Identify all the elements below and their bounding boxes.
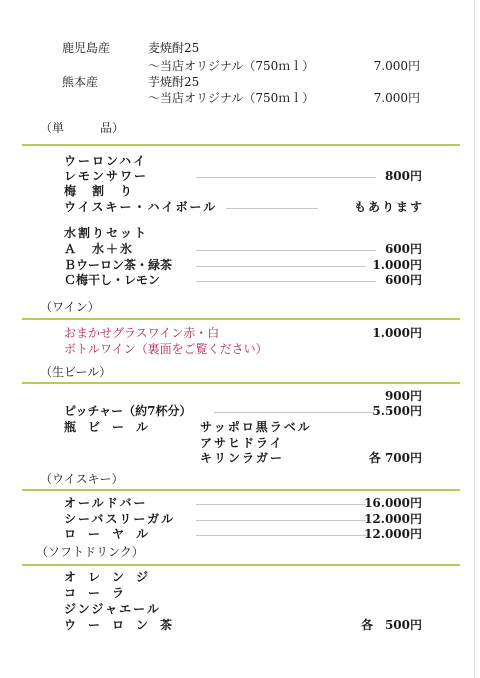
beer-brand-sapporo: サッポロ黒ラベル (200, 420, 312, 434)
menu-item-old-parr: オールドバー (64, 496, 148, 510)
menu-item-bottle-beer: 瓶 ビ ー ル (64, 420, 149, 434)
shochu-desc-1: ～当店オリジナル（750ｍｌ） (148, 59, 315, 73)
note-highball-available: もあります (353, 200, 424, 214)
beer-brand-kirin: キリンラガー (200, 451, 285, 465)
leader-line (196, 266, 366, 267)
menu-item-pitcher: ピッチャー（約7杯分） (64, 404, 192, 418)
price-draft-beer: 900円 (384, 389, 422, 403)
section-divider (22, 318, 460, 320)
section-title-tanpin: （単 品） (40, 121, 125, 135)
leader-line (196, 504, 366, 505)
leader-line (214, 412, 374, 413)
section-title-soft-drinks: （ソフトドリンク） (36, 545, 144, 559)
leader-line (196, 535, 366, 536)
price-mizuwari-c: 600円 (384, 273, 422, 287)
menu-item-mizuwari-b: Ｂウーロン茶・緑茶 (64, 258, 173, 272)
section-divider (22, 144, 460, 146)
menu-item-orange: オ レ ン ジ (64, 570, 149, 584)
menu-item-lemon-sour: レモンサワー (64, 169, 149, 183)
section-title-beer: （生ビール） (40, 365, 112, 379)
page-edge (474, 0, 475, 678)
shochu-desc-2: ～当店オリジナル（750ｍｌ） (148, 91, 315, 105)
leader-line (196, 520, 366, 521)
section-title-wine: （ワイン） (40, 300, 100, 314)
shochu-price-1: 7.000円 (373, 59, 420, 73)
menu-item-chivas: シーバスリーガル (64, 512, 176, 526)
menu-item-mizuwari-a: Ａ 水＋氷 (64, 242, 135, 256)
price-soft-drinks: 各 500円 (360, 618, 422, 632)
menu-item-highball: ウイスキー・ハイボール (64, 200, 218, 214)
price-royal: 12.000円 (364, 527, 422, 541)
price-old-parr: 16.000円 (364, 496, 422, 510)
menu-item-ginger-ale: ジンジャエール (64, 602, 161, 616)
menu-item-oolong-tea: ウ ー ロ ン 茶 (64, 618, 173, 632)
mizuwari-title: 水割りセット (64, 226, 149, 240)
price-chivas: 12.000円 (364, 512, 422, 526)
price-beer-brands: 各 700円 (368, 451, 422, 465)
leader-line (196, 250, 376, 251)
price-glass-wine: 1.000円 (372, 326, 422, 340)
menu-item-mizuwari-c: Ｃ梅干し・レモン (64, 273, 161, 287)
leader-line (196, 177, 376, 178)
shochu-name-1: 麦焼酎25 (148, 41, 200, 55)
price-pitcher: 5.500円 (372, 404, 422, 418)
shochu-name-2: 芋焼酎25 (148, 75, 200, 89)
menu-item-bottle-wine: ボトルワイン（裏面をご覧ください） (64, 342, 268, 356)
leader-line (226, 208, 318, 209)
shochu-origin-2: 熊本産 (62, 75, 99, 89)
shochu-origin-1: 鹿児島産 (62, 41, 111, 55)
menu-item-glass-wine: おまかせグラスワイン赤・白 (64, 326, 220, 340)
beer-brand-asahi: アサヒドライ (200, 436, 284, 450)
section-divider (22, 489, 460, 491)
menu-item-oolong-high: ウーロンハイ (64, 154, 148, 168)
section-divider (22, 564, 460, 566)
menu-item-umewari: 梅 割 り (64, 184, 135, 198)
section-title-whisky: （ウイスキー） (40, 472, 124, 486)
price-mizuwari-b: 1.000円 (372, 258, 422, 272)
menu-item-royal: ロ ー ヤ ル (64, 527, 149, 541)
price-lemon-sour: 800円 (384, 169, 422, 183)
section-divider (22, 382, 460, 384)
leader-line (196, 281, 376, 282)
price-mizuwari-a: 600円 (384, 242, 422, 256)
menu-item-cola: コ ー ラ (64, 586, 125, 600)
shochu-price-2: 7.000円 (373, 91, 420, 105)
